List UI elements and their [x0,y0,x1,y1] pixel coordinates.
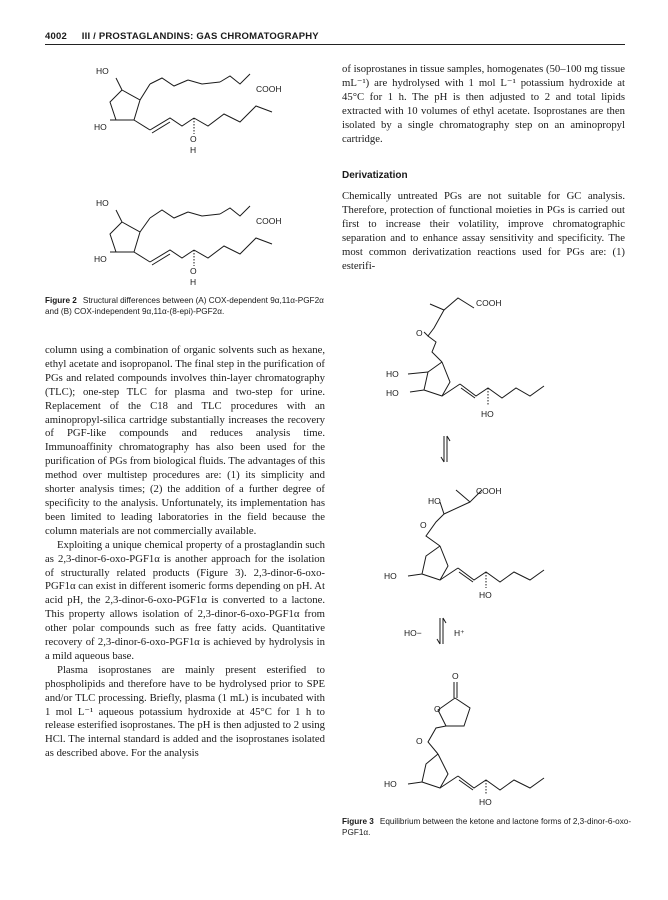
figure-2-label: Figure 2 [45,296,77,305]
section-heading-derivatization: Derivatization [342,170,408,181]
structure-3-lactone [380,668,560,808]
figure-3-label: Figure 3 [342,817,374,826]
right-column-middle [342,190,625,273]
figure-2-caption-text: Structural differences between (A) COX-dependent 9α,11α-PGF2α and (B) COX-independent 9α,11α-(8-epi)-PGF2α. [45,296,324,316]
equilibrium-arrow-1 [436,432,456,468]
label-o: O [434,704,441,714]
left-para-2: Exploiting a unique chemical property of a prostaglandin such as 2,3-dinor-6-oxo-PGF1α is another approach for the isolation of structurally related products (Figure 3). 2,3-dinor-6-oxo-PGF1α can exist in different isomeric forms depending on pH. At acid pH, the 2,3-dinor-6-oxo-PGF1α is converted to a lactone. This property allows isolation of 2,3-dinor-6-oxo-PGF1α from other polar compounds such as free fatty acids. Quantitative recovery of 2,3-dinor-6-oxo-PGF1α is achieved by hydrolysis in a mild aqueous base. [45,538,325,662]
page-number: 4002 [45,31,67,42]
label-o: O [452,671,459,681]
label-ho: HO [386,369,399,379]
label-cooh: COOH [476,298,502,308]
label-ho: HO [96,66,109,76]
label-ho: HO [384,779,397,789]
figure-2-caption [45,296,329,318]
label-h: H [190,277,197,287]
running-title: III / PROSTAGLANDINS: GAS CHROMATOGRAPHY [81,31,319,42]
equilibrium-arrow-2 [400,614,480,648]
label-o: O [416,328,423,338]
right-column-top [342,63,625,146]
label-o: O [190,266,197,276]
label-ho: HO [386,388,399,398]
header-rule [45,44,625,45]
structure-2a [90,60,310,160]
left-para-1: column using a combination of organic solvents such as hexane, ethyl acetate and isopropanol. The final step in the purification of PGs and related compounds involves thin-layer chromatography (TLC); one-step TLC for plasma and two-step for urine. Replacement of the C18 and TLC procedures with an aminopropyl-silica cartridge substantially increases the recovery of PGF-like compounds and reduces analysis time. Immunoaffinity chromatography has also been used for the purification of PGs from biological fluids. The advantages of this method over multistep procedures are: (1) its simplicity and shorter analysis times; (2) the addition of a further degree of specificity to the analysis. Unfortunately, its implementation has been limited to leading laboratories in the field because the column materials are not commercially available. [45,344,325,537]
figure-3-caption [342,817,632,839]
label-o: O [416,736,423,746]
label-ho-minus: HO− [404,628,422,638]
left-para-3: Plasma isoprostanes are mainly present esterified to phospholipids and therefore have to be hydrolysed prior to SPE and/or TLC processing. Briefly, plasma (1 mL) is incubated with 1 mol L⁻¹ aqueous potassium hydroxide at 45°C for 1 h to release esterified isoprostanes. The pH is then adjusted to 2 using HCl. The internal standard is added and the isoprostanes isolated as described above. For the analysis [45,663,325,760]
label-cooh: COOH [256,84,282,94]
structure-3-ketone [380,292,560,432]
label-ho: HO [479,797,492,807]
label-ho: HO [481,409,494,419]
label-ho: HO [94,122,107,132]
running-header [45,31,319,42]
label-ho: HO [96,198,109,208]
left-column [45,344,325,761]
label-o: O [420,520,427,530]
structure-2b [90,190,310,290]
label-h-plus: H⁺ [454,628,465,638]
label-h: H [190,145,197,155]
right-para-1: of isoprostanes in tissue samples, homogenates (50–100 mg tissue mL⁻¹) are hydrolysed with 1 mol L⁻¹ potassium hydroxide at 45°C for 1 h. The pH is then adjusted to 2 and total lipids extracted with 10 volumes of ethyl acetate. Isoprostanes are then isolated by a single chromatography step on an aminopropyl cartridge. [342,63,625,145]
structure-3-hemiketal [380,478,560,600]
figure-3-caption-text: Equilibrium between the ketone and lactone forms of 2,3-dinor-6-oxo-PGF1α. [342,817,632,837]
label-ho: HO [428,496,441,506]
label-o: O [190,134,197,144]
label-ho: HO [94,254,107,264]
label-ho: HO [479,590,492,600]
label-ho: HO [384,571,397,581]
label-cooh: COOH [256,216,282,226]
right-para-2: Chemically untreated PGs are not suitable for GC analysis. Therefore, protection of functional moieties in PGs is carried out first to increase their volatility, improve chromatographic separation and to enhance assay sensitivity and specificity. The most common derivatization reactions used for PGs are: (1) esterifi- [342,190,625,272]
label-cooh: COOH [476,486,502,496]
